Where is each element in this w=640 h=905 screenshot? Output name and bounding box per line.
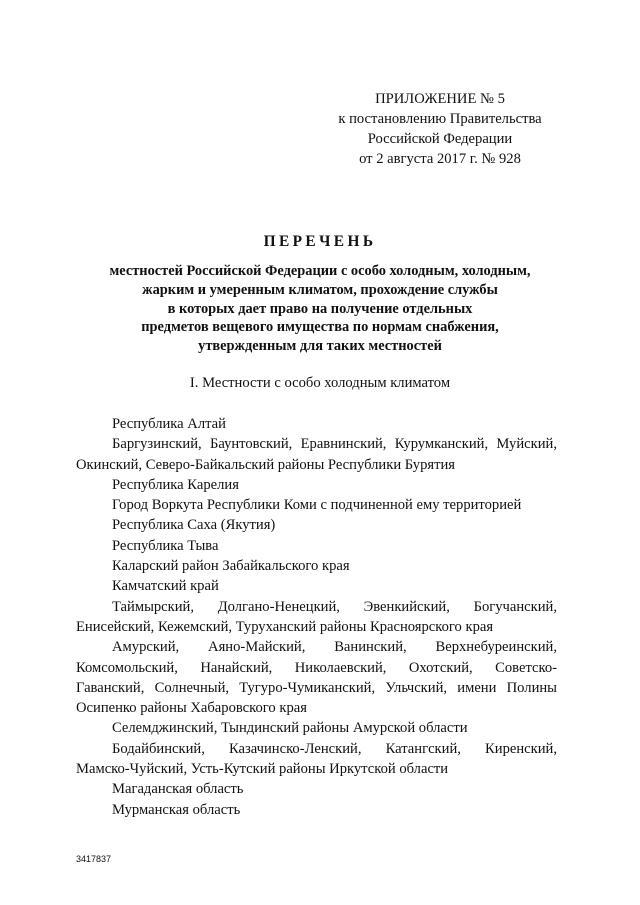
subtitle-line: предметов вещевого имущества по нормам снабжения, [141, 319, 499, 336]
item-line: Окинский, Северо-Байкальский районы Республики Бурятия [76, 456, 456, 473]
item-line: Осипенко районы Хабаровского края [76, 700, 307, 717]
item-line: Амурский, Аяно-Майский, Ванинский, Верхнебуреинский, [112, 639, 557, 656]
list-item [76, 739, 557, 780]
item-line: Комсомольский, Нанайский, Николаевский, Охотский, Советско- [76, 659, 557, 676]
item-line: Баргузинский, Баунтовский, Еравнинский, Курумканский, Муйский, [112, 436, 557, 453]
appendix-number: ПРИЛОЖЕНИЕ № 5 [375, 91, 505, 107]
subtitle-line: местностей Российской Федерации с особо холодным, холодным, [109, 263, 531, 279]
list-item [76, 495, 557, 515]
item-line: Таймырский, Долгано-Ненецкий, Эвенкийский, Богучанский, [112, 598, 557, 615]
item-line: Гаванский, Солнечный, Тугуро-Чумиканский, Ульчский, имени Полины [76, 679, 557, 696]
list-item [76, 718, 557, 738]
item-line: Камчатский край [112, 578, 219, 595]
list-item [76, 414, 557, 434]
item-line: Мурманская область [112, 801, 241, 818]
appendix-date: от 2 августа 2017 г. № 928 [359, 151, 521, 167]
list-item [76, 475, 557, 495]
document-title: ПЕРЕЧЕНЬ [263, 233, 377, 250]
item-line: Республика Саха (Якутия) [112, 517, 276, 534]
appendix-government: Российской Федерации [367, 131, 513, 147]
item-line: Мамско-Чуйский, Усть-Кутский районы Иркутской области [76, 761, 449, 778]
item-line: Город Воркута Республики Коми с подчиненной ему территорией [112, 497, 522, 514]
item-line: Каларский район Забайкальского края [112, 558, 350, 575]
list-item [76, 536, 557, 556]
list-item [76, 800, 557, 820]
document-subtitle [60, 262, 580, 356]
item-line: Республика Карелия [112, 476, 239, 493]
document-number: 3417837 [76, 854, 112, 864]
subtitle-line: жарким и умеренным климатом, прохождение службы [142, 281, 498, 298]
list-item [76, 434, 557, 475]
list-item [76, 515, 557, 535]
locality-list [76, 414, 557, 820]
appendix-header [320, 89, 560, 169]
subtitle-line: утвержденным для таких местностей [198, 338, 442, 355]
appendix-resolution-ref: к постановлению Правительства [338, 111, 542, 127]
item-line: Республика Алтай [112, 416, 226, 432]
item-line: Магаданская область [112, 781, 244, 798]
list-item [76, 637, 557, 718]
item-line: Бодайбинский, Казачинско-Ленский, Катангский, Киренский, [112, 740, 557, 757]
subtitle-line: в которых дает право на получение отдельных [167, 300, 473, 317]
item-line: Селемджинский, Тындинский районы Амурской области [112, 720, 468, 737]
list-item [76, 576, 557, 596]
list-item [76, 556, 557, 576]
item-line: Енисейский, Кежемский, Туруханский районы Красноярского края [76, 618, 494, 635]
list-item [76, 779, 557, 799]
list-item [76, 597, 557, 638]
item-line: Республика Тыва [112, 537, 219, 554]
section-heading: I. Местности с особо холодным климатом [189, 375, 451, 391]
